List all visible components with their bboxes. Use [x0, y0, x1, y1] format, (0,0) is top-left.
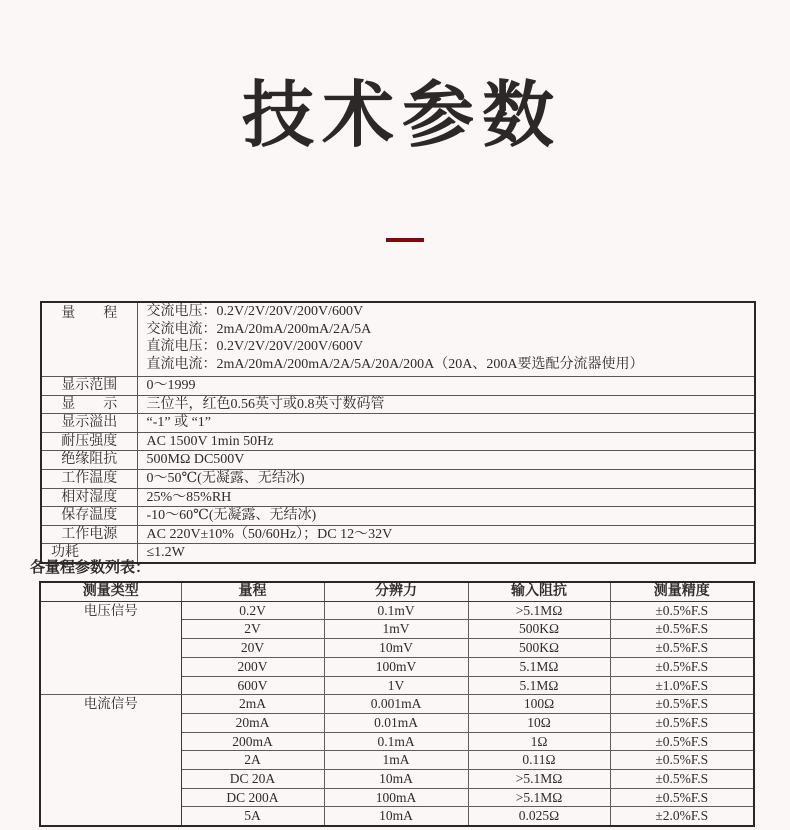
range-cell: 2mA	[181, 695, 324, 714]
spec-value-line: 直流电流：2mA/20mA/200mA/2A/5A/20A/200A（20A、200A要选配分流器使用）	[146, 356, 644, 372]
accuracy-cell: ±1.0%F.S	[610, 676, 754, 695]
impedance-cell: 100Ω	[468, 695, 610, 714]
resolution-cell: 0.01mA	[324, 713, 468, 732]
accuracy-cell: ±0.5%F.S	[610, 770, 754, 789]
spec-value-line: 交流电流：2mA/20mA/200mA/2A/5A	[146, 321, 372, 337]
table-row	[40, 601, 754, 620]
resolution-cell: 0.001mA	[324, 695, 468, 714]
table-row	[41, 302, 755, 377]
range-cell: 600V	[181, 676, 324, 695]
spec-table	[40, 301, 756, 564]
range-cell: 200mA	[181, 732, 324, 751]
spec-label: 显示溢出	[41, 414, 137, 433]
spec-value: 500MΩ DC500V	[137, 451, 755, 470]
accuracy-cell: ±0.5%F.S	[610, 751, 754, 770]
spec-label: 工作温度	[41, 469, 137, 488]
resolution-cell: 10mV	[324, 639, 468, 658]
spec-value: ≤1.2W	[137, 544, 755, 563]
impedance-cell: >5.1MΩ	[468, 601, 610, 620]
measure-type-cell: 电压信号	[40, 601, 181, 695]
spec-value: -10～60℃(无凝露、无结冰)	[137, 507, 755, 526]
accuracy-cell: ±0.5%F.S	[610, 620, 754, 639]
col-header-range: 量程	[181, 582, 324, 601]
spec-value: “-1” 或 “1”	[137, 414, 755, 433]
range-cell: 0.2V	[181, 601, 324, 620]
range-cell: 2V	[181, 620, 324, 639]
spec-label: 相对湿度	[41, 488, 137, 507]
accuracy-cell: ±0.5%F.S	[610, 657, 754, 676]
table-row	[41, 414, 755, 433]
accuracy-cell: ±0.5%F.S	[610, 601, 754, 620]
impedance-cell: >5.1MΩ	[468, 770, 610, 789]
accuracy-cell: ±0.5%F.S	[610, 639, 754, 658]
table-row	[41, 432, 755, 451]
accuracy-cell: ±0.5%F.S	[610, 713, 754, 732]
spec-value: AC 220V±10%（50/60Hz）；DC 12～32V	[137, 525, 755, 544]
range-table-caption: 各量程参数列表：	[30, 559, 151, 576]
spec-label: 工作电源	[41, 525, 137, 544]
resolution-cell: 1mV	[324, 620, 468, 639]
accuracy-cell: ±0.5%F.S	[610, 788, 754, 807]
resolution-cell: 0.1mA	[324, 732, 468, 751]
range-cell: DC 200A	[181, 788, 324, 807]
resolution-cell: 1mA	[324, 751, 468, 770]
table-row	[41, 377, 755, 396]
impedance-cell: 500KΩ	[468, 620, 610, 639]
table-row	[40, 695, 754, 714]
col-header-measure-type: 测量类型	[40, 582, 181, 601]
spec-value-line: 直流电压：0.2V/2V/20V/200V/600V	[146, 339, 364, 355]
col-header-input-impedance: 输入阻抗	[468, 582, 610, 601]
spec-label: 显 示	[41, 395, 137, 414]
spec-label: 保存温度	[41, 507, 137, 526]
spec-value: 三位半，红色0.56英寸或0.8英寸数码管	[137, 395, 755, 414]
impedance-cell: 5.1MΩ	[468, 657, 610, 676]
impedance-cell: 1Ω	[468, 732, 610, 751]
resolution-cell: 10mA	[324, 770, 468, 789]
spec-value: 0～1999	[137, 377, 755, 396]
title-divider	[386, 238, 424, 242]
resolution-cell: 100mA	[324, 788, 468, 807]
col-header-resolution: 分辨力	[324, 582, 468, 601]
measure-type-cell: 电流信号	[40, 695, 181, 826]
table-row	[41, 488, 755, 507]
accuracy-cell: ±0.5%F.S	[610, 695, 754, 714]
range-cell: 20V	[181, 639, 324, 658]
spec-value: 0～50℃(无凝露、无结冰)	[137, 469, 755, 488]
range-table	[39, 581, 755, 827]
resolution-cell: 10mA	[324, 807, 468, 826]
spec-label: 耐压强度	[41, 432, 137, 451]
impedance-cell: 5.1MΩ	[468, 676, 610, 695]
spec-label: 量 程	[41, 302, 137, 377]
spec-label: 显示范围	[41, 377, 137, 396]
impedance-cell: 500KΩ	[468, 639, 610, 658]
range-cell: 2A	[181, 751, 324, 770]
impedance-cell: 0.025Ω	[468, 807, 610, 826]
impedance-cell: >5.1MΩ	[468, 788, 610, 807]
spec-label: 功耗	[41, 544, 137, 563]
resolution-cell: 1V	[324, 676, 468, 695]
resolution-cell: 100mV	[324, 657, 468, 676]
spec-value: 25%～85%RH	[137, 488, 755, 507]
table-header-row	[40, 582, 754, 601]
resolution-cell: 0.1mV	[324, 601, 468, 620]
impedance-cell: 10Ω	[468, 713, 610, 732]
table-row	[41, 469, 755, 488]
table-row	[41, 451, 755, 470]
spec-value: AC 1500V 1min 50Hz	[137, 432, 755, 451]
page-title: 技术参数	[241, 76, 562, 156]
spec-value	[137, 302, 755, 377]
accuracy-cell: ±2.0%F.S	[610, 807, 754, 826]
accuracy-cell: ±0.5%F.S	[610, 732, 754, 751]
table-row	[41, 525, 755, 544]
col-header-accuracy: 测量精度	[610, 582, 754, 601]
table-row	[41, 395, 755, 414]
range-cell: 20mA	[181, 713, 324, 732]
range-cell: 200V	[181, 657, 324, 676]
range-cell: DC 20A	[181, 770, 324, 789]
table-row	[41, 507, 755, 526]
impedance-cell: 0.11Ω	[468, 751, 610, 770]
spec-value-line: 交流电压：0.2V/2V/20V/200V/600V	[146, 304, 364, 319]
spec-label: 绝缘阻抗	[41, 451, 137, 470]
range-cell: 5A	[181, 807, 324, 826]
